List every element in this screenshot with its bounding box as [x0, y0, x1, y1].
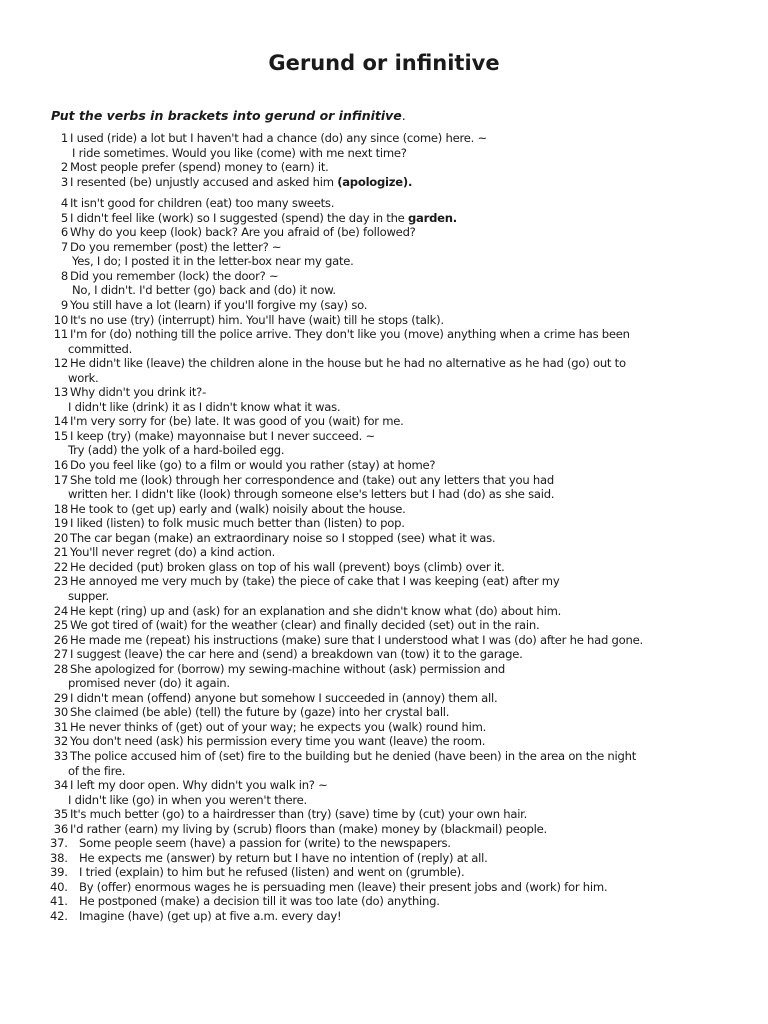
item-number: 38. [50, 850, 68, 865]
item-text [70, 269, 278, 284]
item-text-main: He decided (put) broken glass on top of his wall (prevent) boys (climb) over it. [70, 559, 505, 574]
item-text-main: You still have a lot (learn) if you'll forgive my (say) so. [70, 298, 368, 313]
item-text-main: I resented (be) unjustly accused and asked him [70, 174, 338, 189]
item-text-main: I didn't like (drink) it as I didn't know what it was. [68, 399, 341, 414]
item-text [68, 400, 340, 415]
item-number: 39. [50, 865, 68, 880]
exercise-item [0, 894, 768, 909]
item-number: 14 [53, 414, 68, 429]
exercise-item [0, 175, 768, 190]
item-number: 11 [53, 327, 68, 342]
item-text-main: He took to (get up) early and (walk) noisily about the house. [70, 501, 406, 516]
item-text [70, 225, 416, 240]
item-text-main: written her. I didn't like (look) through someone else's letters but I had (do) as she said. [68, 487, 555, 502]
item-text [79, 836, 451, 851]
item-number: 42. [50, 908, 68, 923]
item-text-main: He postponed (make) a decision till it was too late (do) anything. [79, 894, 440, 909]
exercise-item [0, 749, 768, 764]
exercise-item [0, 414, 768, 429]
item-text [70, 502, 406, 517]
item-text-main: Did you remember (lock) the door? ~ [70, 268, 279, 283]
item-text [68, 443, 284, 458]
item-text [79, 851, 488, 866]
item-text-main: The car began (make) an extraordinary noise so I stopped (see) what it was. [70, 530, 496, 545]
item-text-main: We got tired of (wait) for the weather (clear) and finally decided (set) out in the rain. [70, 618, 540, 633]
item-text [70, 574, 559, 589]
item-text [70, 647, 523, 662]
item-number: 7 [60, 239, 68, 254]
item-text-main: She apologized for (borrow) my sewing-machine without (ask) permission and [70, 661, 505, 676]
item-number: 23 [53, 574, 68, 589]
item-text [70, 356, 626, 371]
exercise-item-continuation [0, 254, 768, 269]
item-number: 26 [53, 632, 68, 647]
exercise-item [0, 385, 768, 400]
item-text-main: I liked (listen) to folk music much better than (listen) to pop. [70, 516, 405, 531]
item-text [68, 342, 132, 357]
item-number: 10 [53, 312, 68, 327]
item-text [70, 385, 206, 400]
item-text-bold: (apologize). [337, 174, 413, 189]
exercise-item [0, 545, 768, 560]
item-text-main: He annoyed me very much by (take) the piece of cake that I was keeping (eat) after my [70, 574, 560, 589]
exercise-item [0, 778, 768, 793]
item-number: 22 [53, 559, 68, 574]
item-number: 2 [60, 160, 68, 175]
item-number: 30 [53, 705, 68, 720]
item-text-main: supper. [68, 588, 109, 603]
exercise-item [0, 851, 768, 866]
item-text [70, 662, 505, 677]
item-number: 33 [53, 748, 68, 763]
item-text-main: I'm very sorry for (be) late. It was good of you (wait) for me. [70, 414, 404, 429]
item-number: 3 [60, 174, 68, 189]
exercise-item [0, 633, 768, 648]
item-number: 17 [53, 472, 68, 487]
exercise-item [0, 691, 768, 706]
item-text-main: He never thinks of (get) out of your way; he expects you (walk) round him. [70, 719, 487, 734]
item-text-main: Most people prefer (spend) money to (earn) it. [70, 160, 329, 175]
exercise-item [0, 618, 768, 633]
item-text-main: He expects me (answer) by return but I have no intention of (reply) at all. [79, 850, 488, 865]
item-text [70, 778, 328, 793]
item-text [79, 894, 440, 909]
exercise-item [0, 160, 768, 175]
item-number: 21 [53, 545, 68, 560]
exercise-item [0, 662, 768, 677]
item-text-main: I keep (try) (make) mayonnaise but I never succeed. ~ [70, 428, 375, 443]
item-number: 27 [53, 647, 68, 662]
item-number: 19 [53, 516, 68, 531]
item-text [70, 691, 497, 706]
exercise-item [0, 211, 768, 226]
item-text [70, 720, 486, 735]
item-text [72, 283, 336, 298]
exercise-item [0, 822, 768, 837]
item-text [70, 822, 547, 837]
item-text [68, 487, 554, 502]
item-number: 16 [53, 458, 68, 473]
exercise-item [0, 356, 768, 371]
item-text [68, 371, 99, 386]
item-text-main: work. [68, 370, 99, 385]
item-text [70, 458, 435, 473]
exercise-item [0, 647, 768, 662]
item-number: 15 [53, 428, 68, 443]
item-text-main: No, I didn't. I'd better (go) back and (do) it now. [72, 283, 336, 298]
item-text [70, 807, 527, 822]
item-number: 8 [60, 268, 68, 283]
item-text-main: It's much better (go) to a hairdresser than (try) (save) time by (cut) your own hair. [70, 807, 528, 822]
item-text-main: I didn't mean (offend) anyone but somehow I succeeded in (annoy) them all. [70, 690, 498, 705]
item-text [70, 618, 539, 633]
exercise-item-continuation [0, 146, 768, 161]
item-text-main: Try (add) the yolk of a hard-boiled egg. [68, 443, 285, 458]
exercise-item-continuation [0, 342, 768, 357]
item-number: 4 [60, 196, 68, 211]
item-number: 28 [53, 661, 68, 676]
item-text-main: He didn't like (leave) the children alone in the house but he had no alternative as he had (go) out to [70, 356, 626, 371]
item-text [79, 865, 464, 880]
exercise-item-continuation [0, 793, 768, 808]
item-text [72, 146, 407, 161]
exercise-item [0, 131, 768, 146]
item-text-main: of the fire. [68, 763, 126, 778]
item-text-main: She told me (look) through her correspondence and (take) out any letters that you had [70, 472, 554, 487]
item-text [70, 240, 281, 255]
item-text [79, 880, 607, 895]
instruction-text: Put the verbs in brackets into gerund or infinitive [51, 108, 402, 123]
item-number: 6 [60, 225, 68, 240]
item-number: 40. [50, 879, 68, 894]
item-text [68, 793, 307, 808]
item-text [70, 211, 457, 226]
item-text [70, 131, 487, 146]
item-text-main: Why didn't you drink it?- [70, 385, 206, 400]
item-text [72, 254, 354, 269]
item-number: 37. [50, 836, 68, 851]
item-number: 13 [53, 385, 68, 400]
item-text-main: I tried (explain) to him but he refused (listen) and went on (grumble). [79, 865, 465, 880]
item-number: 25 [53, 618, 68, 633]
exercise-item [0, 880, 768, 895]
item-number: 12 [53, 356, 68, 371]
exercise-item [0, 807, 768, 822]
item-number: 31 [53, 719, 68, 734]
page-title: Gerund or infinitive [268, 51, 500, 75]
item-text-main: By (offer) enormous wages he is persuading men (leave) their present jobs and (work) for him. [79, 879, 608, 894]
item-number: 18 [53, 501, 68, 516]
exercise-item [0, 240, 768, 255]
item-text [70, 160, 329, 175]
item-text-main: Do you remember (post) the letter? ~ [70, 239, 282, 254]
item-text-main: Why do you keep (look) back? Are you afraid of (be) followed? [70, 225, 416, 240]
exercise-item [0, 473, 768, 488]
item-number: 34 [53, 778, 68, 793]
item-text-main: I'd rather (earn) my living by (scrub) floors than (make) money by (blackmail) people. [70, 821, 547, 836]
item-text-main: You'll never regret (do) a kind action. [70, 545, 276, 560]
exercise-item [0, 574, 768, 589]
exercise-item [0, 196, 768, 211]
item-text-main: You don't need (ask) his permission every time you want (leave) the room. [70, 734, 486, 749]
exercise-item [0, 516, 768, 531]
item-text-main: I suggest (leave) the car here and (send) a breakdown van (tow) it to the garage. [70, 647, 523, 662]
item-text-main: I ride sometimes. Would you like (come) with me next time? [72, 145, 407, 160]
exercise-item [0, 269, 768, 284]
exercise-item [0, 531, 768, 546]
exercise-item [0, 298, 768, 313]
exercise-item [0, 720, 768, 735]
item-text [70, 516, 405, 531]
exercise-item-continuation [0, 443, 768, 458]
item-text-main: I'm for (do) nothing till the police arrive. They don't like you (move) anything when a crime has been [70, 327, 630, 342]
exercise-item-continuation [0, 400, 768, 415]
item-text [70, 196, 334, 211]
exercise-item [0, 734, 768, 749]
exercise-item [0, 327, 768, 342]
item-text [70, 473, 554, 488]
exercise-item-continuation [0, 676, 768, 691]
item-text [70, 734, 485, 749]
item-text-main: The police accused him of (set) fire to the building but he denied (have been) in the area on the night [70, 748, 637, 763]
item-number: 35 [53, 807, 68, 822]
item-text-main: Do you feel like (go) to a film or would you rather (stay) at home? [70, 458, 436, 473]
item-text-main: I left my door open. Why didn't you walk in? ~ [70, 778, 328, 793]
item-text-main: committed. [68, 341, 133, 356]
item-text-main: It isn't good for children (eat) too many sweets. [70, 196, 335, 211]
item-text-main: Some people seem (have) a passion for (write) to the newspapers. [79, 836, 451, 851]
item-number: 1 [60, 131, 68, 145]
item-number: 24 [53, 603, 68, 618]
instructions [51, 108, 406, 123]
item-text [70, 327, 630, 342]
item-number: 32 [53, 734, 68, 749]
exercise-item [0, 502, 768, 517]
exercise-item [0, 604, 768, 619]
item-number: 9 [60, 298, 68, 313]
item-number: 36 [53, 821, 68, 836]
exercise-item [0, 705, 768, 720]
item-text [68, 764, 125, 779]
item-text [70, 313, 444, 328]
item-number: 41. [50, 894, 68, 909]
exercise-item [0, 458, 768, 473]
item-text-main: He kept (ring) up and (ask) for an explanation and she didn't know what (do) about him. [70, 603, 562, 618]
exercise-item [0, 225, 768, 240]
item-text [70, 429, 375, 444]
item-text-main: I didn't feel like (work) so I suggested (spend) the day in the [70, 210, 408, 225]
item-text-main: She claimed (be able) (tell) the future by (gaze) into her crystal ball. [70, 705, 450, 720]
item-number: 5 [60, 210, 68, 225]
item-text-main: Imagine (have) (get up) at five a.m. every day! [79, 908, 342, 923]
item-text-main: promised never (do) it again. [68, 676, 230, 691]
item-text [70, 414, 404, 429]
item-text [70, 298, 367, 313]
item-text-main: I didn't like (go) in when you weren't there. [68, 792, 307, 807]
exercise-item-continuation [0, 589, 768, 604]
item-text [70, 705, 449, 720]
exercise-item-continuation [0, 487, 768, 502]
item-text-main: Yes, I do; I posted it in the letter-box near my gate. [72, 254, 354, 269]
exercise-item [0, 836, 768, 851]
item-text [70, 531, 495, 546]
item-text [70, 604, 561, 619]
item-number: 29 [53, 690, 68, 705]
exercise-item-continuation [0, 371, 768, 386]
exercise-item [0, 865, 768, 880]
exercise-item-continuation [0, 283, 768, 298]
exercise-item [0, 560, 768, 575]
exercise-item-continuation [0, 764, 768, 779]
item-text [70, 560, 505, 575]
item-text [70, 633, 643, 648]
item-number: 20 [53, 530, 68, 545]
item-text [68, 589, 109, 604]
item-text [70, 545, 275, 560]
exercise-list [0, 131, 768, 924]
exercise-item [0, 429, 768, 444]
exercise-item [0, 909, 768, 924]
item-text-bold: garden. [408, 210, 457, 225]
exercise-item [0, 313, 768, 328]
item-text [79, 909, 341, 924]
item-text [70, 175, 412, 190]
item-text-main: He made me (repeat) his instructions (make) sure that I understood what I was (do) after he had gone. [70, 632, 643, 647]
item-text [70, 749, 636, 764]
item-text-main: It's no use (try) (interrupt) him. You'll have (wait) till he stops (talk). [70, 312, 444, 327]
instruction-period: . [401, 108, 406, 123]
item-text-main: I used (ride) a lot but I haven't had a chance (do) any since (come) here. ~ [70, 131, 487, 145]
item-text [68, 676, 230, 691]
